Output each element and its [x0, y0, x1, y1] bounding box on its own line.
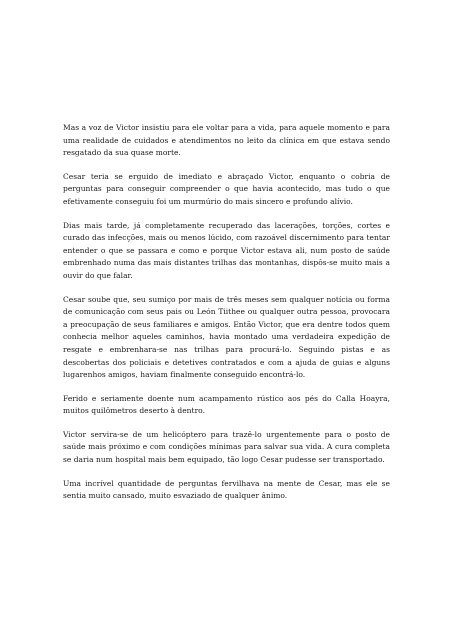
paragraph-2: Cesar teria se erguido de imediato e abraçado Victor, enquanto o cobria de perguntas para conseguir compreender o que havia acontecido, mas tudo o que efetivamente conseguiu foi um murmúrio do mais sincero e profundo alívio. [63, 171, 390, 206]
paragraph-1: Mas a voz de Victor insistiu para ele voltar para a vida, para aquele momento e para uma realidade de cuidados e atendimentos no leito da clínica em que estava sendo resgatado da sua quase morte. [63, 123, 390, 158]
paragraph-4: Cesar soube que, seu sumiço por mais de três meses sem qualquer notícia ou forma de comunicação com seus pais ou León Tiithee ou qualquer outra pessoa, provocara a preocupação de seus familiares e amigos. Então Victor, que era dentre todos quem conhecia melhor aqueles caminhos, havia montado uma verdadeira expedição de resgate e embrenhara-se nas trilhas para procurá-lo. Seguindo pistas e as descobertas dos policiais e detetives contratados e com a ajuda de guias e alguns lugarenhos amigos, haviam finalmente conseguido encontrá-lo. [63, 294, 390, 380]
paragraph-7: Uma incrível quantidade de perguntas fervilhava na mente de Cesar, mas ele se sentia muito cansado, muito esvaziado de qualquer ânimo. [63, 478, 390, 501]
paragraph-6: Victor servira-se de um helicóptero para trazê-lo urgentemente para o posto de saúde mais próximo e com condições mínimas para salvar sua vida. A cura completa se daria num hospital mais bem equipado, tão logo Cesar pudesse ser transportado. [63, 429, 390, 465]
paragraph-3: Dias mais tarde, já completamente recuperado das lacerações, torções, cortes e curado das infecções, mais ou menos lúcido, com razoável discernimento para tentar entender o que se passara e como e porque Victor estava ali, num posto de saúde embrenhado numa das mais distantes trilhas das montanhas, dispôs-se muito mais a ouvir do que falar. [63, 220, 390, 280]
document-page [63, 122, 390, 514]
paragraph-5: Ferido e seriamente doente num acampamento rústico aos pés do Calla Hoayra, muitos quilômetros deserto à dentro. [63, 393, 390, 416]
